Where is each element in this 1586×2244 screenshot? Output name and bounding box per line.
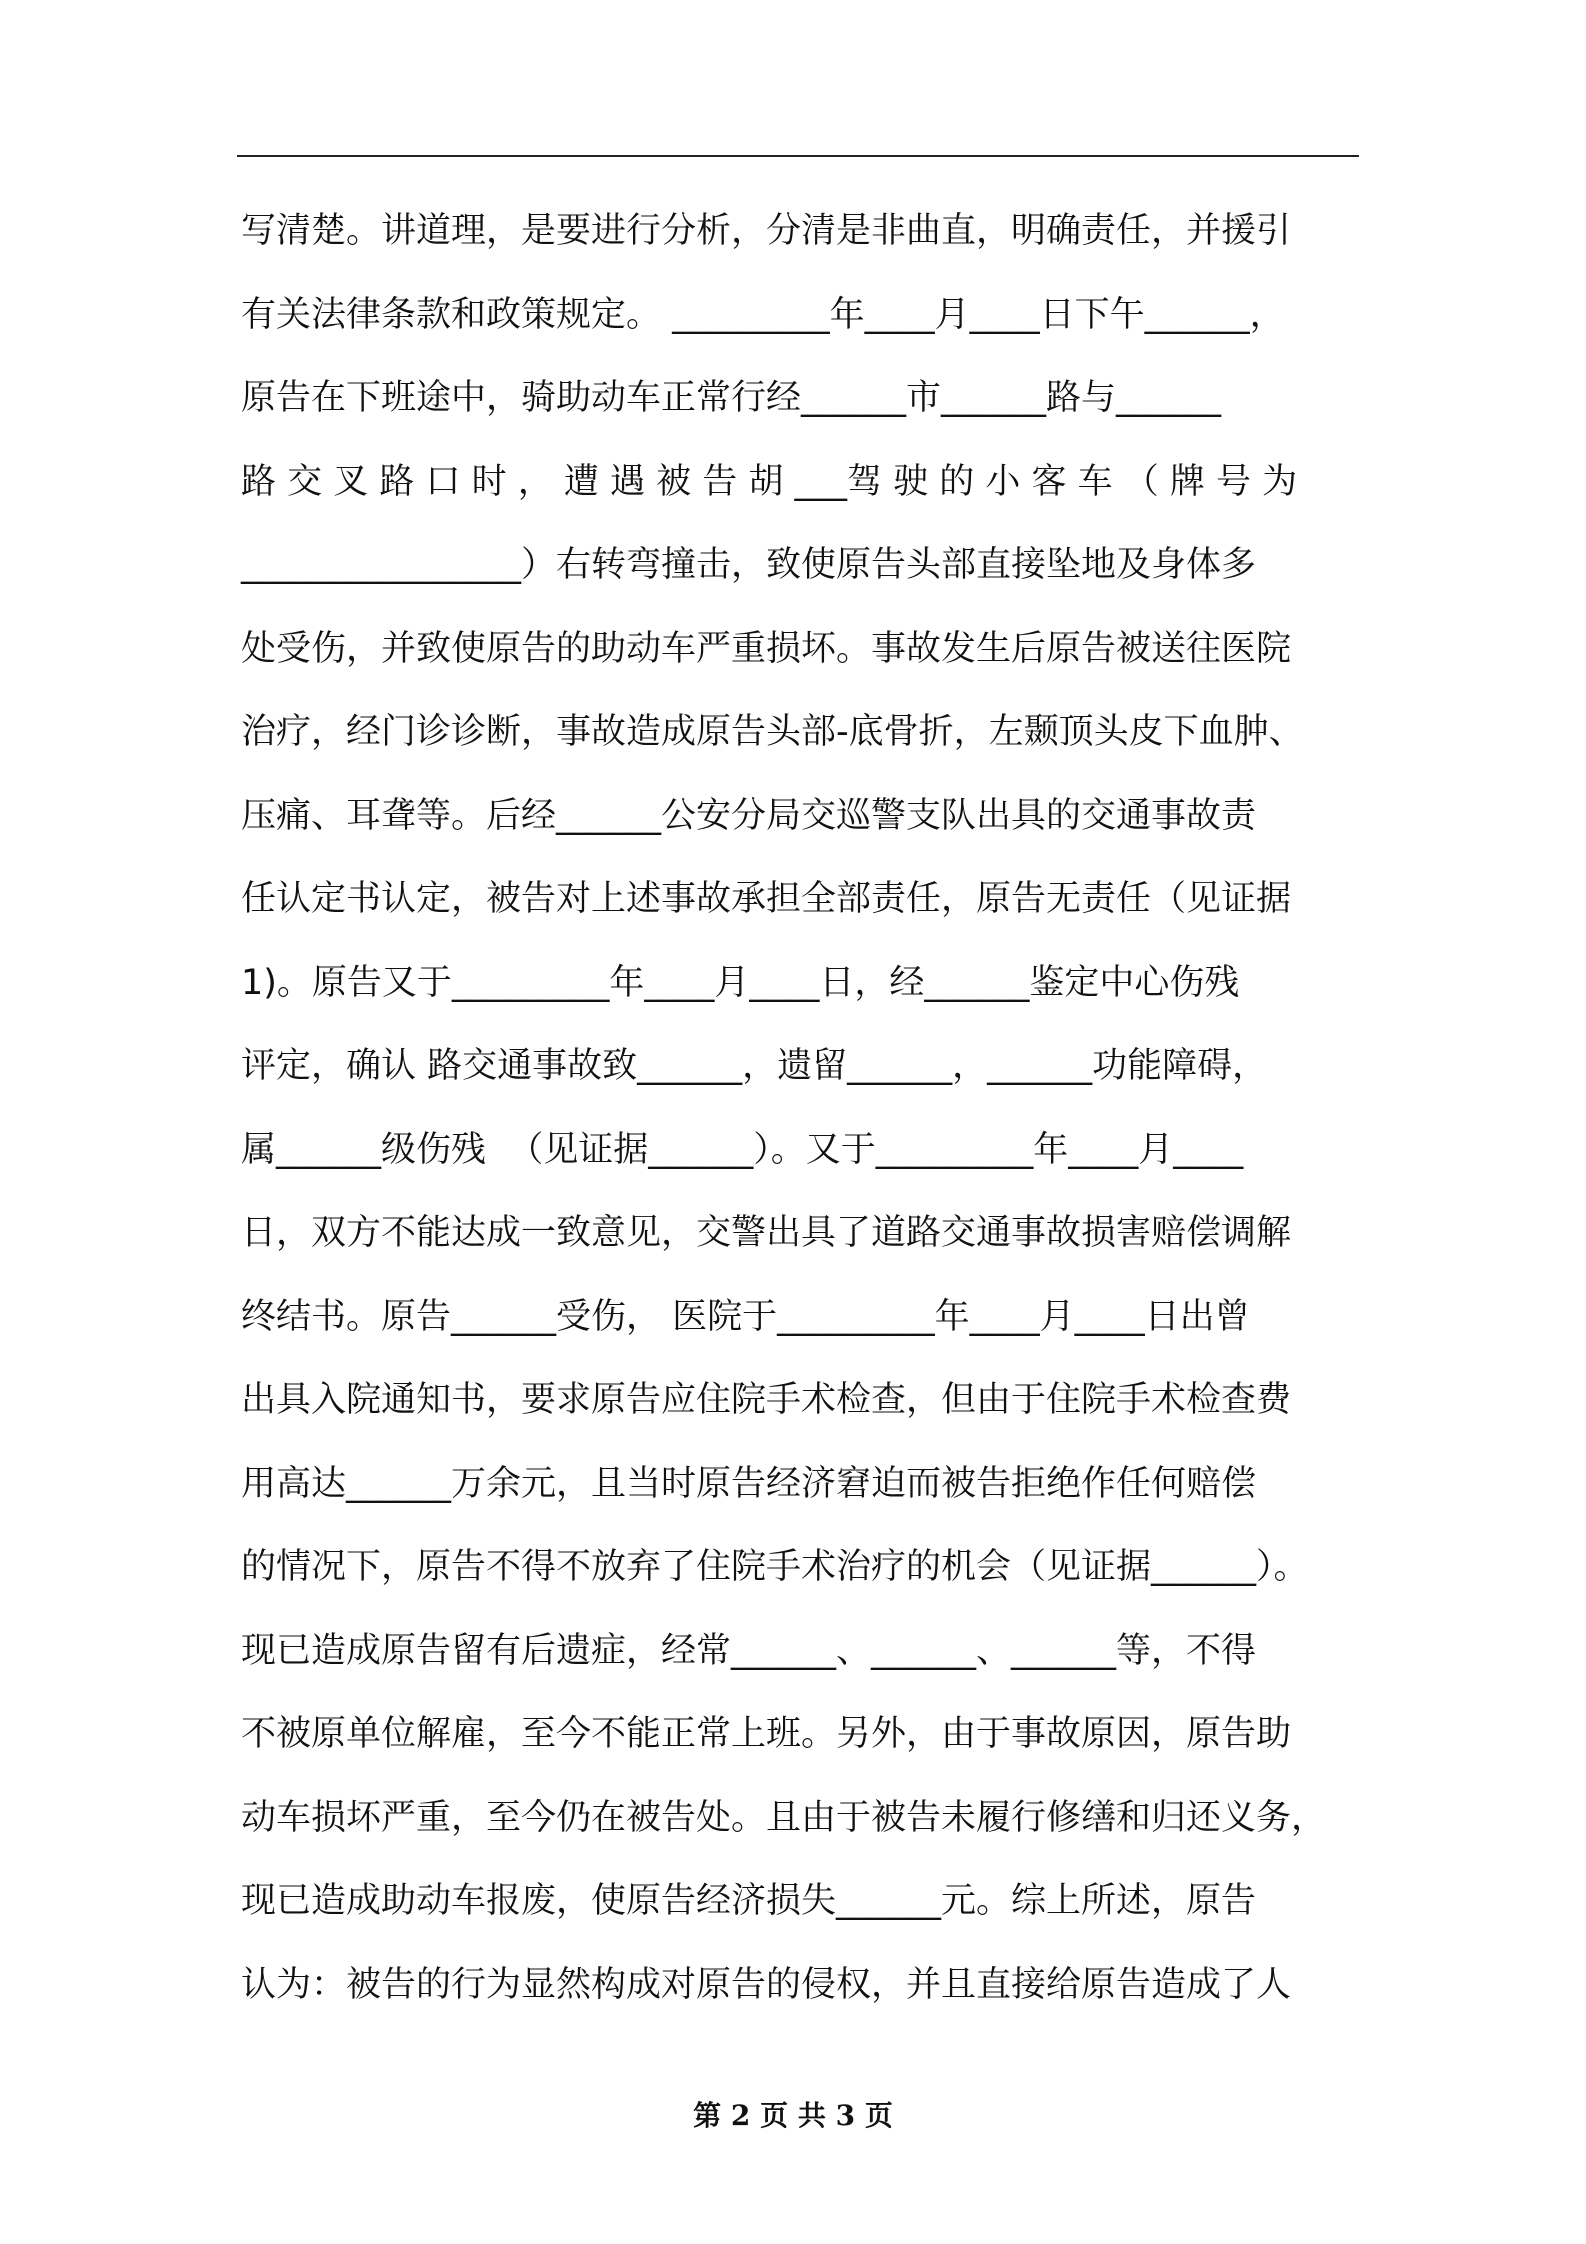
document-body	[241, 190, 1381, 2027]
page-number: 第 2 页 共 3 页	[693, 2099, 893, 2132]
text-line: 处受伤，并致使原告的助动车严重损坏。事故发生后原告被送往医院	[241, 628, 1292, 669]
text-line: 评定，确认 路交通事故致______，遗留______，______功能障碍，	[241, 1046, 1268, 1086]
text-line: 原告在下班途中，骑助动车正常行经______市______路与______	[241, 378, 1222, 418]
text-line: 的情况下，原告不得不放弃了住院手术治疗的机会（见证据______）。	[241, 1547, 1309, 1587]
text-line: 现已造成助动车报废，使原告经济损失______元。综上所述，原告	[241, 1881, 1257, 1921]
text-line: 用高达______万余元，且当时原告经济窘迫而被告拒绝作任何赔偿	[241, 1463, 1257, 1504]
text-line: 路 交 叉 路 口 时 ， 遭 遇 被 告 胡 ___驾 驶 的 小 客 车 （ 牌 号 为	[241, 461, 1298, 502]
header-divider	[237, 155, 1359, 157]
text-line: 认为：被告的行为显然构成对原告的侵权，并且直接给原告造成了人	[241, 1964, 1292, 2005]
text-line: 有关法律条款和政策规定。 _________年____月____日下午______，	[241, 294, 1285, 335]
text-line: 属______级伤残 （见证据______）。又于_________年____月____	[241, 1129, 1244, 1170]
text-line: 压痛、耳聋等。后经______公安分局交巡警支队出具的交通事故责	[241, 795, 1257, 836]
text-line: ________________）右转弯撞击，致使原告头部直接坠地及身体多	[241, 545, 1257, 585]
text-line: 写清楚。讲道理，是要进行分析，分清是非曲直，明确责任，并援引	[241, 211, 1292, 251]
text-line: 终结书。原告______受伤， 医院于_________年____月____日出曾	[241, 1296, 1250, 1337]
text-line: 不被原单位解雇，至今不能正常上班。另外，由于事故原因，原告助	[241, 1714, 1292, 1754]
text-line: 治疗，经门诊诊断，事故造成原告头部-底骨折，左颞顶头皮下血肿、	[241, 712, 1304, 752]
text-line: 任认定书认定，被告对上述事故承担全部责任，原告无责任（见证据	[241, 879, 1292, 919]
text-line: 1)。原告又于_________年____月____日，经______鉴定中心伤残	[241, 962, 1240, 1003]
text-line: 日，双方不能达成一致意见，交警出具了道路交通事故损害赔偿调解	[241, 1213, 1292, 1253]
text-line: 现已造成原告留有后遗症，经常______、______、______等，不得	[241, 1630, 1257, 1671]
text-line: 出具入院通知书，要求原告应住院手术检查，但由于住院手术检查费	[241, 1380, 1292, 1420]
text-line: 动车损坏严重，至今仍在被告处。且由于被告未履行修缮和归还义务，	[241, 1797, 1327, 1838]
